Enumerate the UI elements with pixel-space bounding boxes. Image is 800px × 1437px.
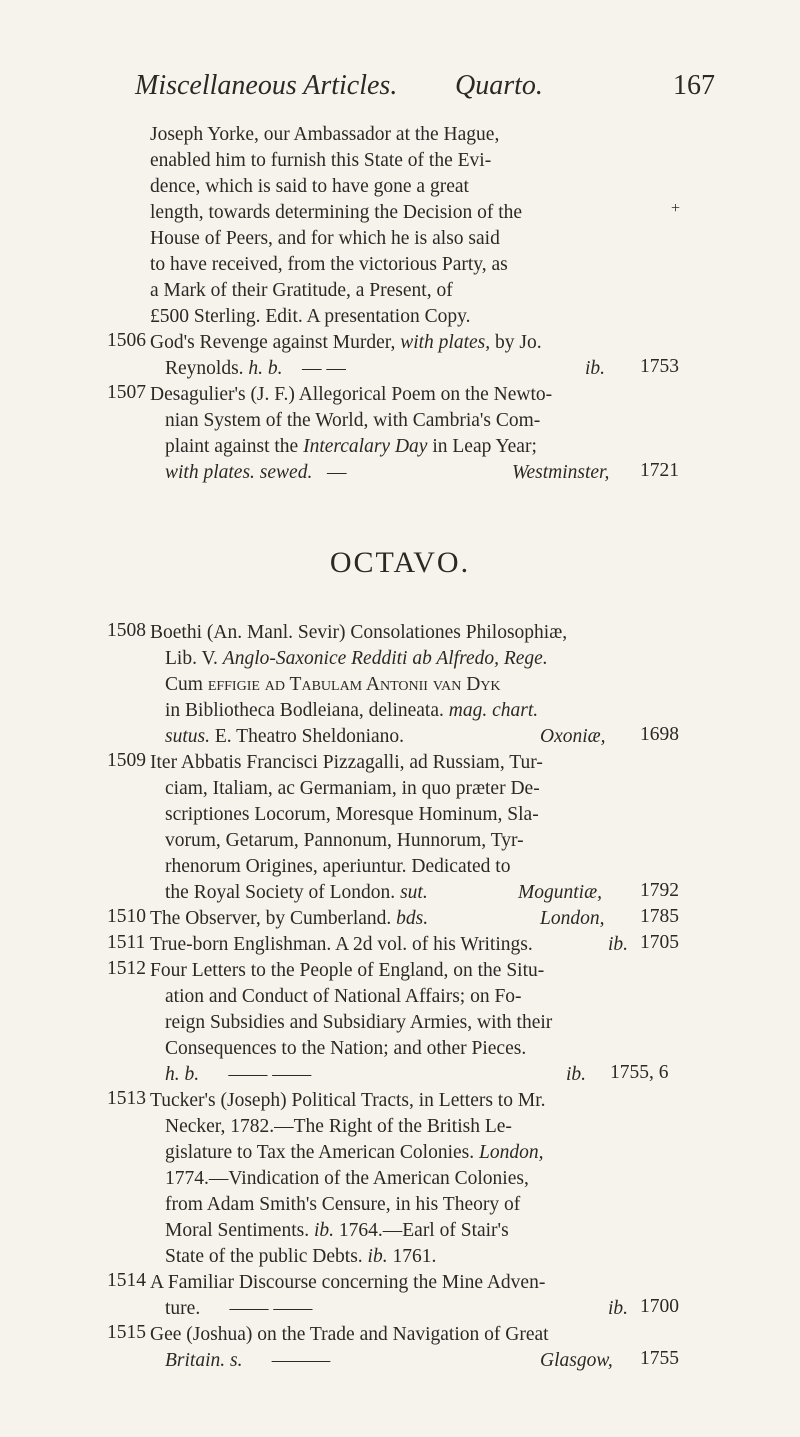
entry-line: 1774.—Vindication of the American Colonies, — [165, 1168, 529, 1189]
entry-line: reign Subsidies and Subsidiary Armies, with their — [165, 1012, 553, 1033]
entry-date: 1721 — [640, 460, 679, 481]
entry-italic: Britain. — [165, 1350, 226, 1371]
text-line: length, towards determining the Decision of the — [150, 202, 523, 223]
entry-line: ciam, Italiam, ac Germaniam, in quo præter De- — [165, 778, 540, 799]
entry-dash: — — — [302, 358, 346, 379]
entry-text: The Observer, by Cumberland. — [150, 908, 392, 929]
entry-line — [165, 646, 548, 672]
entry-italic: London, — [479, 1142, 544, 1163]
entry-number: 1512 — [107, 958, 146, 979]
entry-line — [165, 1062, 311, 1088]
entry-number: 1506 — [107, 330, 146, 351]
entry-text: Cum — [165, 674, 203, 695]
entry-dash: — — [326, 462, 347, 483]
entry-line: Consequences to the Nation; and other Pieces. — [165, 1038, 527, 1059]
entry-italic: sutus. — [165, 726, 210, 747]
entry-line: vorum, Getarum, Pannonum, Hunnorum, Tyr- — [165, 830, 524, 851]
entry-italic: Anglo-Saxonice Redditi ab Alfredo, Rege. — [222, 648, 548, 669]
margin-marker: + — [671, 200, 681, 217]
entry-place: Glasgow, — [540, 1350, 613, 1371]
entry-line — [165, 1140, 543, 1166]
text-line: enabled him to furnish this State of the Evi- — [150, 150, 492, 171]
entry-number: 1510 — [107, 906, 146, 927]
entry-line — [150, 330, 542, 356]
entry-number: 1513 — [107, 1088, 146, 1109]
entry-smallcaps: effigie ad Tabulam Antonii van Dyk — [207, 674, 501, 695]
entry-text: plaint against the — [165, 436, 299, 457]
entry-line: Four Letters to the People of England, on the Situ- — [150, 960, 545, 981]
entry-place: ib. — [608, 1298, 629, 1319]
entry-italic: s. — [230, 1350, 243, 1371]
entry-line — [165, 460, 346, 486]
entry-text: Reynolds. — [165, 358, 244, 379]
entry-text: by Jo. — [495, 332, 542, 353]
entry-line — [165, 1218, 509, 1244]
entry-italic: bds. — [396, 908, 429, 929]
entry-number: 1507 — [107, 382, 146, 403]
entry-place: ib. — [608, 934, 629, 955]
page-number: 167 — [673, 70, 715, 101]
entry-italic: ib. — [367, 1246, 388, 1267]
format-heading: Quarto. — [455, 70, 543, 101]
entry-text: Moral Sentiments. — [165, 1220, 310, 1241]
entry-text: State of the public Debts. — [165, 1246, 363, 1267]
entry-text: ture. — [165, 1298, 201, 1319]
entry-number: 1509 — [107, 750, 146, 771]
entry-date: 1785 — [640, 906, 679, 927]
entry-place: ib. — [585, 358, 606, 379]
entry-text: 1761. — [392, 1246, 437, 1267]
running-title: Miscellaneous Articles. — [135, 70, 398, 101]
entry-line — [165, 724, 404, 750]
entry-place: Oxoniæ, — [540, 726, 606, 747]
section-heading: OCTAVO. — [329, 546, 471, 579]
entry-italic: mag. chart. — [448, 700, 539, 721]
entry-italic: with plates. sewed. — [165, 462, 313, 483]
entry-line — [165, 698, 538, 724]
entry-line: Gee (Joshua) on the Trade and Navigation of Great — [150, 1324, 549, 1345]
entry-line: True-born Englishman. A 2d vol. of his Writings. — [150, 934, 533, 955]
entry-line — [165, 1348, 330, 1374]
entry-line: Boethi (An. Manl. Sevir) Consolationes Philosophiæ, — [150, 622, 568, 643]
entry-line: from Adam Smith's Censure, in his Theory of — [165, 1194, 521, 1215]
entry-line — [165, 356, 346, 382]
entry-italic: h. b. — [248, 358, 283, 379]
entry-dash: —— —— — [229, 1298, 313, 1319]
entry-line — [165, 880, 428, 906]
entry-italic: h. b. — [165, 1064, 200, 1085]
entry-italic: sut. — [400, 882, 428, 903]
entry-line: A Familiar Discourse concerning the Mine Adven- — [150, 1272, 546, 1293]
entry-date: 1792 — [640, 880, 679, 901]
entry-date: 1700 — [640, 1296, 679, 1317]
entry-text: E. Theatro Sheldoniano. — [214, 726, 405, 747]
entry-dash: ——— — [271, 1350, 331, 1371]
text-line: House of Peers, and for which he is also said — [150, 228, 500, 249]
entry-dash: —— —— — [228, 1064, 312, 1085]
entry-number: 1514 — [107, 1270, 146, 1291]
entry-place: Moguntiæ, — [518, 882, 602, 903]
entry-text: in Bibliotheca Bodleiana, delineata. — [165, 700, 444, 721]
text-line: to have received, from the victorious Party, as — [150, 254, 508, 275]
entry-italic: Intercalary Day — [303, 436, 428, 457]
entry-text: in Leap Year; — [432, 436, 537, 457]
entry-line: Desagulier's (J. F.) Allegorical Poem on the Newto- — [150, 384, 553, 405]
entry-line — [165, 1296, 312, 1322]
entry-text: God's Revenge against Murder, — [150, 332, 396, 353]
entry-line: rhenorum Origines, aperiuntur. Dedicated to — [165, 856, 511, 877]
entry-line: Tucker's (Joseph) Political Tracts, in Letters to Mr. — [150, 1090, 546, 1111]
entry-date: 1698 — [640, 724, 679, 745]
entry-number: 1511 — [107, 932, 146, 953]
entry-date: 1755 — [640, 1348, 679, 1369]
entry-line: nian System of the World, with Cambria's Com- — [165, 410, 541, 431]
entry-text: 1764.—Earl of Stair's — [338, 1220, 509, 1241]
entry-line — [150, 906, 428, 932]
entry-line — [165, 434, 537, 460]
entry-line: ation and Conduct of National Affairs; on Fo- — [165, 986, 522, 1007]
text-line: £500 Sterling. Edit. A presentation Copy. — [150, 306, 471, 327]
entry-date: 1755, 6 — [610, 1062, 669, 1083]
entry-line: Necker, 1782.—The Right of the British Le- — [165, 1116, 512, 1137]
entry-place: ib. — [566, 1064, 587, 1085]
entry-italic: with plates, — [400, 332, 491, 353]
entry-text: gislature to Tax the American Colonies. — [165, 1142, 475, 1163]
entry-date: 1705 — [640, 932, 679, 953]
text-line: Joseph Yorke, our Ambassador at the Hague, — [150, 124, 500, 145]
entry-line: Iter Abbatis Francisci Pizzagalli, ad Russiam, Tur- — [150, 752, 543, 773]
entry-italic: ib. — [313, 1220, 334, 1241]
text-line: dence, which is said to have gone a great — [150, 176, 469, 197]
entry-place: Westminster, — [512, 462, 610, 483]
entry-number: 1508 — [107, 620, 146, 641]
entry-line — [165, 1244, 436, 1270]
entry-text: the Royal Society of London. — [165, 882, 396, 903]
entry-number: 1515 — [107, 1322, 146, 1343]
entry-place: London, — [540, 908, 605, 929]
entry-text: Lib. V. — [165, 648, 218, 669]
entry-date: 1753 — [640, 356, 679, 377]
text-line: a Mark of their Gratitude, a Present, of — [150, 280, 453, 301]
entry-line — [165, 672, 501, 698]
entry-line: scriptiones Locorum, Moresque Hominum, Sla- — [165, 804, 539, 825]
